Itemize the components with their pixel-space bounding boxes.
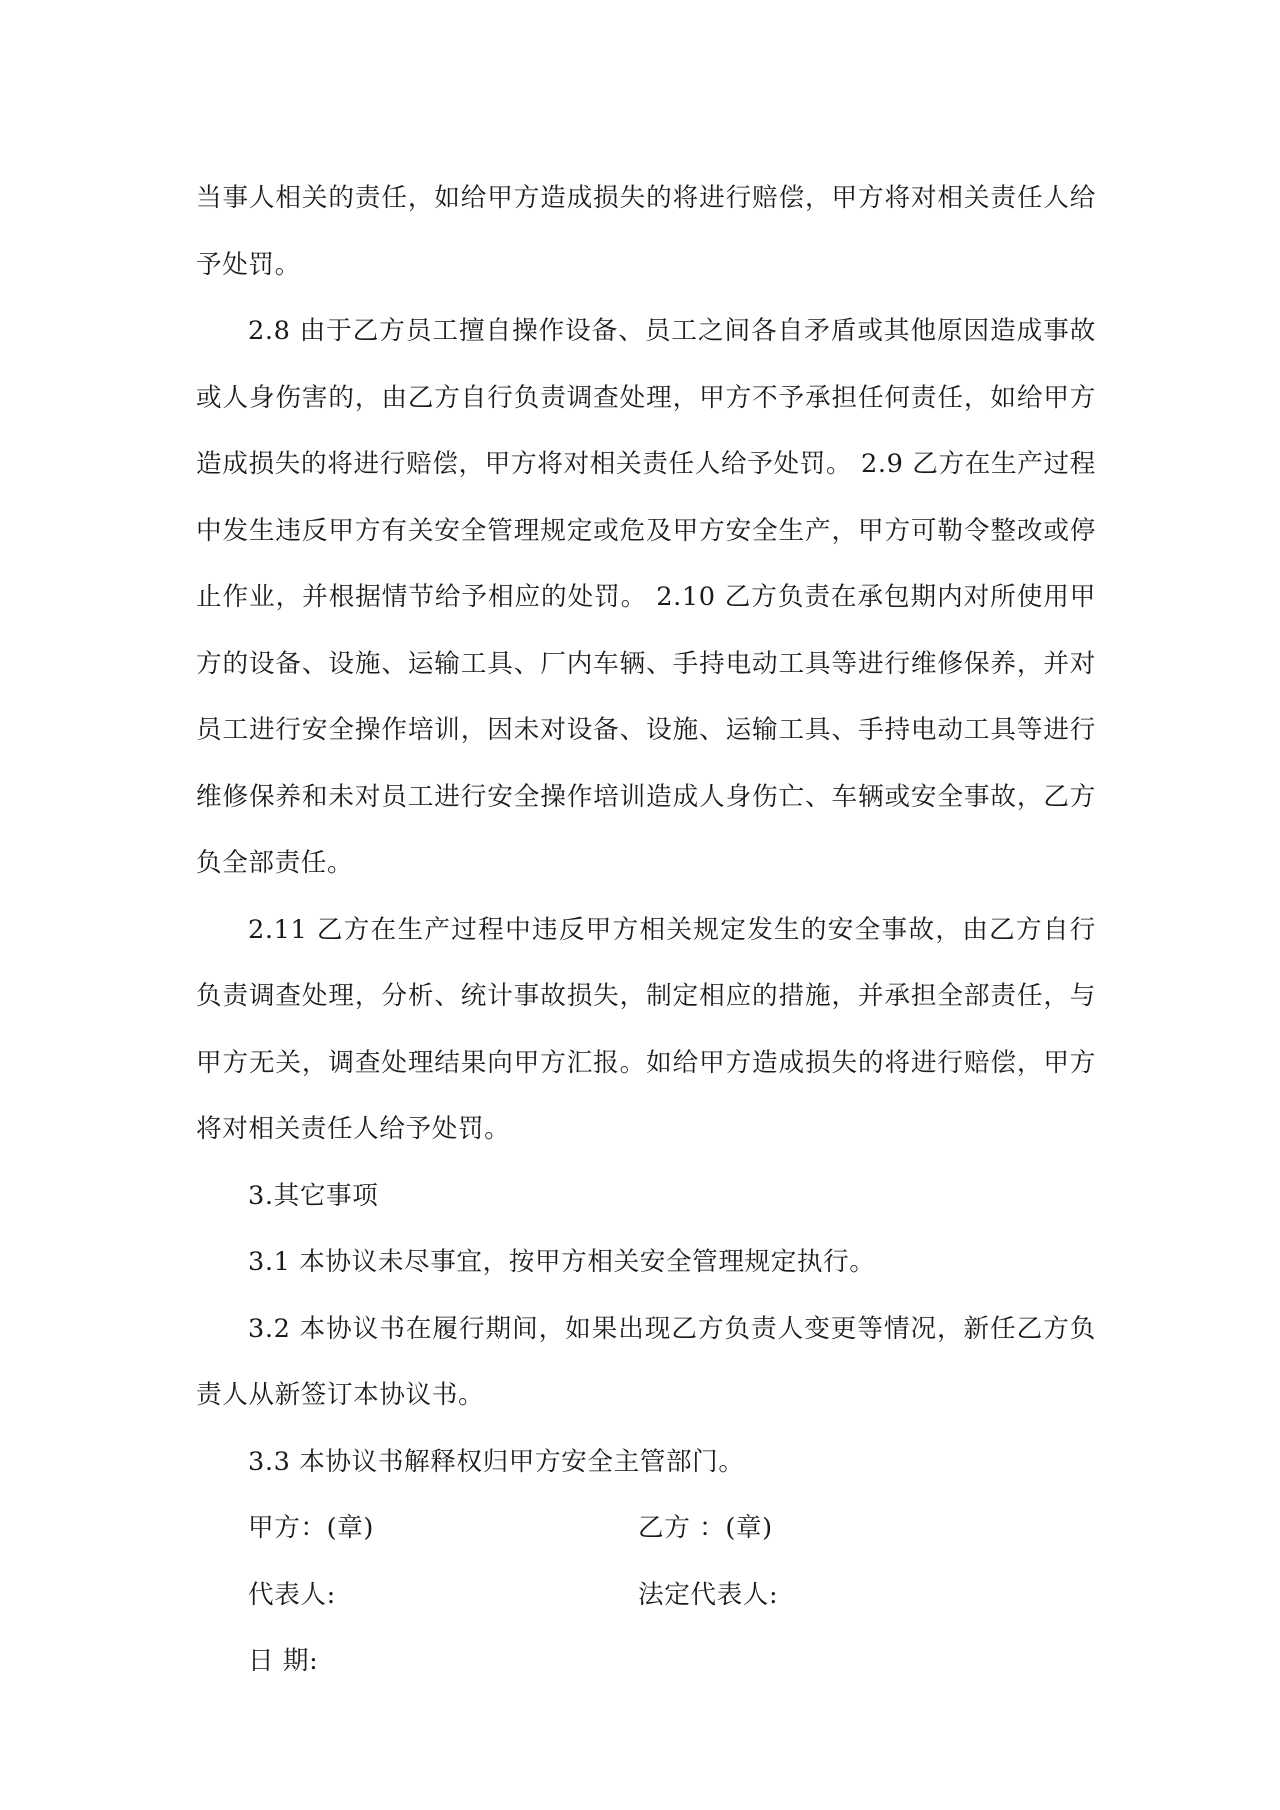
signature-row-representative [196, 1562, 1096, 1629]
party-b-seal-label: 乙方 ：(章) [638, 1513, 773, 1543]
paragraph-clause-2-8: 2.8 由于乙方员工擅自操作设备、员工之间各自矛盾或其他原因造成事故或人身伤害的，由乙方自行负责调查处理，甲方不予承担任何责任，如给甲方造成损失的将进行赔偿，甲方将对相关责任人给予处罚。 2.9 乙方在生产过程中发生违反甲方有关安全管理规定或危及甲方安全生产，甲方可勒令整改或停止作业，并根据情节给予相应的处罚。 2.10 乙方负责在承包期内对所使用甲方的设备、设施、运输工具、厂内车辆、手持电动工具等进行维修保养，并对员工进行安全操作培训，因未对设备、设施、运输工具、手持电动工具等进行维修保养和未对员工进行安全操作培训造成人身伤亡、车辆或安全事故，乙方负全部责任。 [196, 316, 1096, 878]
representative-label: 代表人: [248, 1579, 336, 1610]
section-heading-other-matters: 3.其它事项 [248, 1180, 379, 1211]
document-body [196, 165, 1096, 1695]
paragraph-clause-2-11: 2.11 乙方在生产过程中违反甲方相关规定发生的安全事故，由乙方自行负责调查处理，分析、统计事故损失，制定相应的措施，并承担全部责任，与甲方无关，调查处理结果向甲方汇报。如给甲方造成损失的将进行赔偿，甲方将对相关责任人给予处罚。 [196, 914, 1096, 1144]
paragraph-continuation: 当事人相关的责任，如给甲方造成损失的将进行赔偿，甲方将对相关责任人给予处罚。 [196, 183, 1096, 280]
signature-row-seal [196, 1495, 1096, 1562]
legal-representative-label: 法定代表人: [638, 1579, 779, 1610]
date-label: 日 期: [248, 1646, 319, 1676]
paragraph-clause-3-3: 3.3 本协议书解释权归甲方安全主管部门。 [248, 1446, 745, 1477]
signature-row-date [196, 1628, 1096, 1695]
paragraph-clause-3-2: 3.2 本协议书在履行期间，如果出现乙方负责人变更等情况，新任乙方负责人从新签订本协议书。 [196, 1313, 1096, 1410]
party-a-seal-label: 甲方：(章) [248, 1513, 374, 1543]
paragraph-clause-3-1: 3.1 本协议未尽事宜，按甲方相关安全管理规定执行。 [248, 1247, 876, 1277]
